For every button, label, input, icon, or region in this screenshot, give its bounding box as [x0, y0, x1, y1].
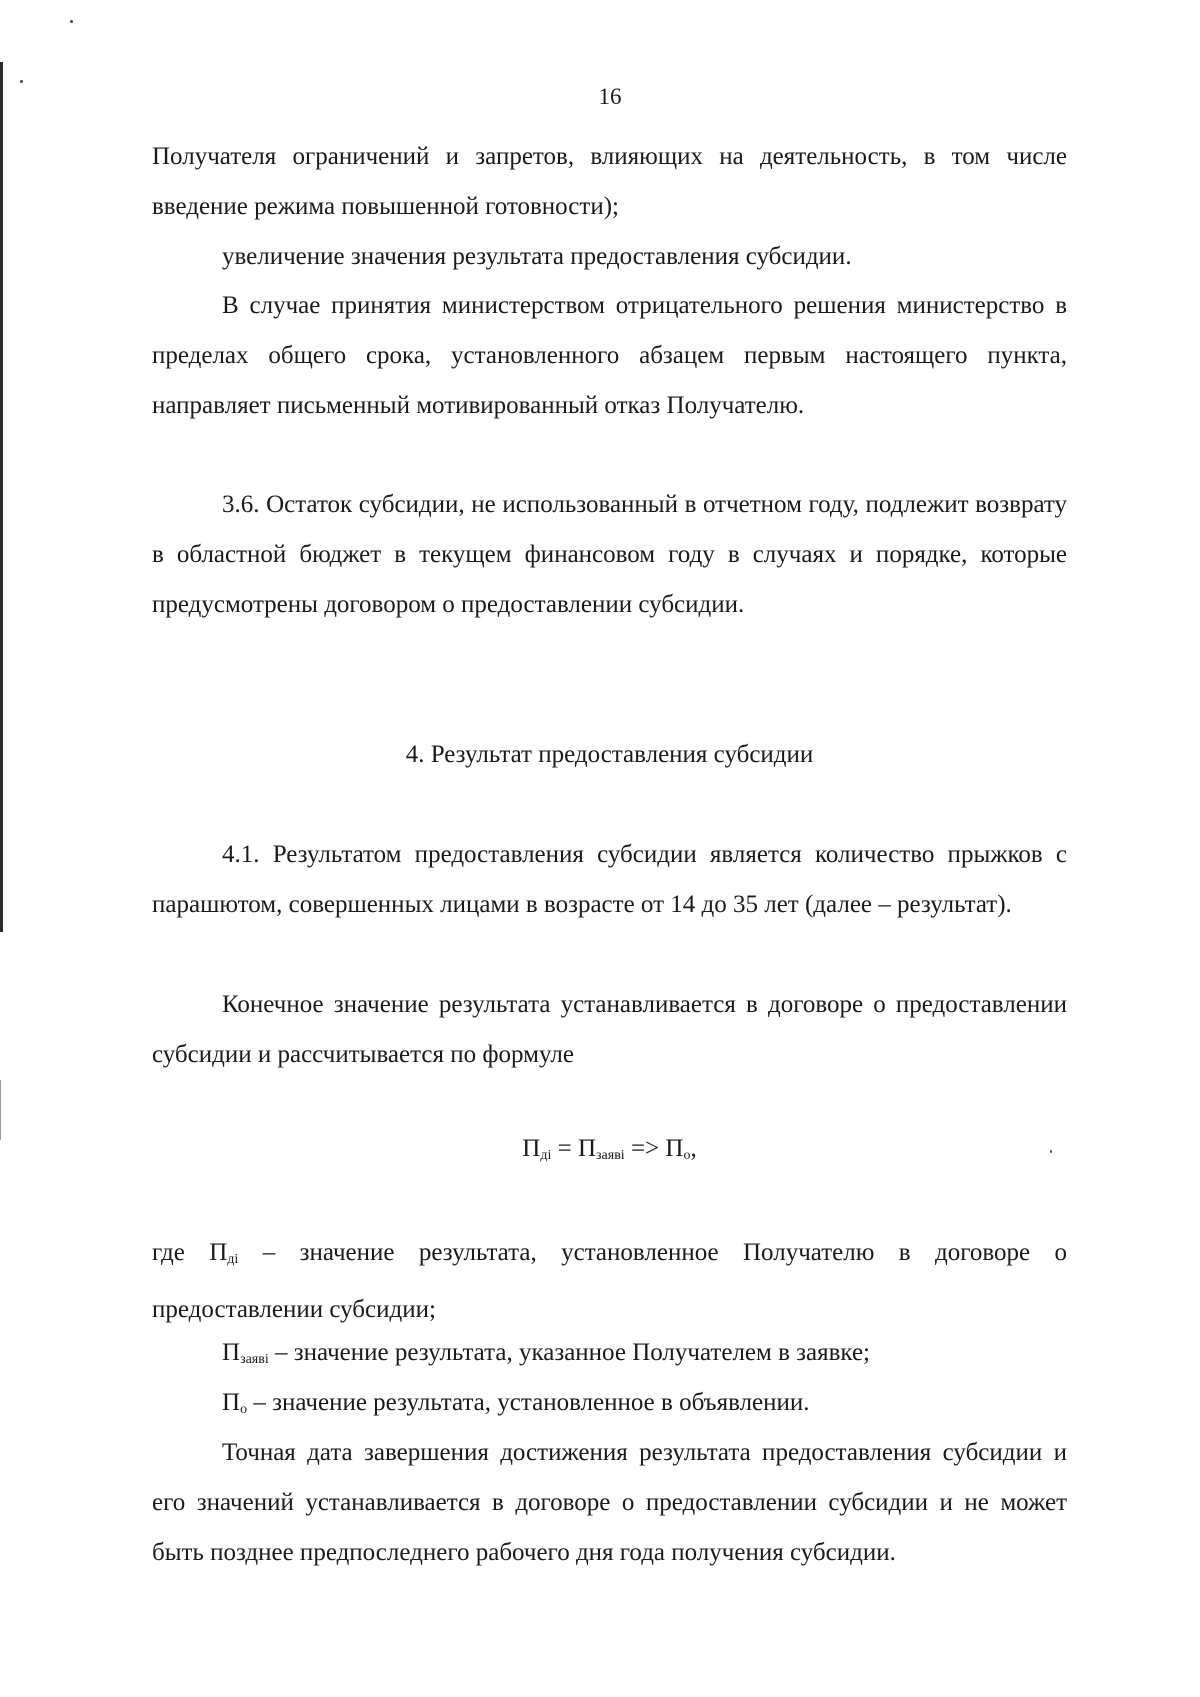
paragraph-refusal: В случае принятия министерством отрицательного решения министерство в пределах общего срока, установленного абзацем первым настоящего пункта, направляет письменный мотивированный отказ Получателю.: [152, 292, 1067, 419]
definition-p-zayavi: $П_{заяві}$ – значение результата, указанное Получателем в заявке;: [222, 1339, 870, 1367]
scan-edge-shadow: [0, 62, 3, 932]
definition-p-di: где $П_{дi}$ – значение результата, установленное Получателю в договоре о предоставлении субсидии;: [152, 1239, 1067, 1323]
scan-edge-shadow-lower: [0, 1080, 1, 1140]
paragraph-4-1: 4.1. Результатом предоставления субсидии является количество прыжков с парашютом, совершенных лицами в возрасте от 14 до 35 лет (далее – результат).: [152, 841, 1067, 918]
paragraph-completion-date: Точная дата завершения достижения результата предоставления субсидии и его значений устанавливается в договоре о предоставлении субсидии и не может быть позднее предпоследнего рабочего дня года получения субсидии.: [152, 1439, 1067, 1566]
paragraph-continuation: Получателя ограничений и запретов, влияющих на деятельность, в том числе введение режима повышенной готовности);: [152, 143, 1067, 220]
section-heading: 4. Результат предоставления субсидии: [405, 741, 814, 768]
paragraph-increase-result: увеличение значения результата предоставления субсидии.: [222, 243, 852, 270]
page-number: 16: [598, 84, 622, 109]
result-formula: $П_{дi} = П_{заяві} => П_о$,: [522, 1135, 697, 1163]
scan-speck: [20, 80, 23, 83]
paragraph-3-6: 3.6. Остаток субсидии, не использованный в отчетном году, подлежит возврату в областной бюджет в текущем финансовом году в случаях и порядке, которые предусмотрены договором о предоставлении субсидии.: [152, 491, 1067, 618]
definition-p-o: $П_о$ – значение результата, установленное в объявлении.: [222, 1389, 810, 1417]
paragraph-final-value: Конечное значение результата устанавливается в договоре о предоставлении субсидии и рассчитывается по формуле: [152, 991, 1067, 1068]
scan-speck: [70, 20, 73, 23]
